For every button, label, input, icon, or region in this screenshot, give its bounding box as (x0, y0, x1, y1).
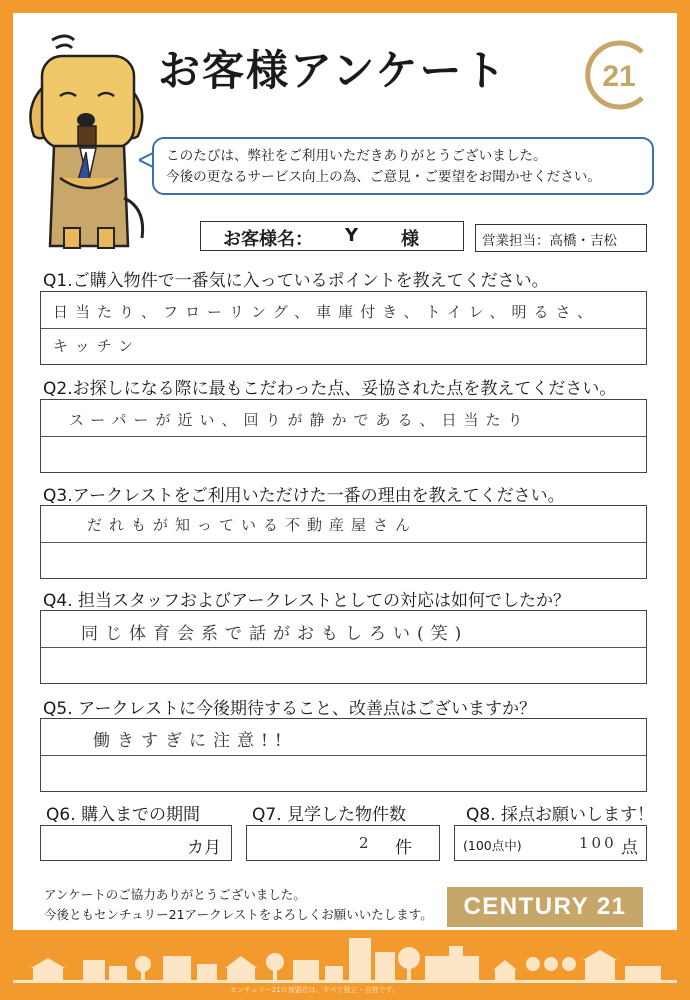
answer-divider (41, 755, 646, 756)
q8-value: 100 (579, 834, 617, 852)
answer-1-box (40, 291, 647, 365)
q7-unit: 件 (395, 838, 412, 858)
footer-line-1: アンケートのご協力ありがとうございました。 (44, 887, 306, 902)
question-4-title: Q4. 担当スタッフおよびアークレストとしての対応は如何でしたか？ (43, 591, 570, 611)
century21-seal-icon (580, 36, 658, 114)
speech-bubble (152, 137, 654, 195)
q7-value: 2 (359, 834, 376, 852)
staff-box: 営業担当：高橋・吉松 (475, 224, 647, 252)
mascot-dog-illustration (20, 28, 155, 250)
answer-3-line-1: だれもが知っている不動産屋さん (87, 516, 418, 534)
answer-divider (41, 328, 646, 329)
answer-divider (41, 647, 646, 648)
answer-5-box (40, 718, 647, 792)
question-5-title: Q5. アークレストに今後期待すること、改善点はございますか？ (43, 699, 536, 719)
town-skyline-illustration (13, 930, 677, 987)
answer-1-line-2: キッチン (53, 337, 140, 355)
question-8-title: Q8. 採点お願いします！ (466, 805, 655, 825)
q7-answer-box (246, 825, 440, 861)
question-1-title: Q1.ご購入物件で一番気に入っているポイントを教えてください。 (43, 271, 549, 291)
question-3-title: Q3.アークレストをご利用いただけた一番の理由を教えてください。 (43, 486, 565, 506)
answer-3-box (40, 505, 647, 579)
page-title: お客様アンケート (158, 46, 508, 95)
speech-line-2: 今後の更なるサービス向上の為、ご意見・ご要望をお聞かせください。 (166, 169, 601, 185)
q8-unit: 点 (621, 838, 638, 858)
speech-line-1: このたびは、弊社をご利用いただきありがとうございました。 (166, 148, 547, 164)
answer-divider (41, 542, 646, 543)
question-2-title: Q2.お探しになる際に最もこだわった点、妥協された点を教えてください。 (43, 379, 617, 399)
customer-name-suffix: 様 (401, 229, 419, 250)
question-6-title: Q6. 購入までの期間 (46, 805, 201, 825)
question-7-title: Q7. 見学した物件数 (252, 805, 407, 825)
logo-21-text: 21 (602, 60, 636, 93)
q8-note: (100点中) (463, 838, 522, 853)
answer-2-line-1: スーパーが近い、回りが静かである、日当たり (69, 411, 530, 429)
answer-5-line-1: 働きすぎに注意!! (93, 731, 289, 751)
answer-divider (41, 436, 646, 437)
century21-logo: CENTURY 21 (447, 887, 643, 927)
q6-unit: カ月 (187, 838, 221, 858)
footer-message (44, 885, 433, 925)
q8-answer-box (454, 825, 647, 861)
customer-name-label: お客様名： (223, 229, 313, 250)
answer-4-line-1: 同じ体育会系で話がおもしろい(笑) (81, 624, 469, 644)
customer-name-value: Y (345, 225, 359, 246)
answer-1-line-1: 日当たり、フローリング、車庫付き、トイレ、明るさ、 (53, 303, 599, 321)
answer-2-box (40, 399, 647, 473)
footer-line-2: 今後ともセンチュリー21アークレストをよろしくお願いいたします。 (44, 907, 433, 922)
answer-4-box (40, 610, 647, 684)
footer-footnote: センチュリー21の加盟店は、すべて独立・自営です。 (230, 986, 399, 994)
customer-name-box (200, 221, 464, 251)
q6-answer-box (40, 825, 232, 861)
